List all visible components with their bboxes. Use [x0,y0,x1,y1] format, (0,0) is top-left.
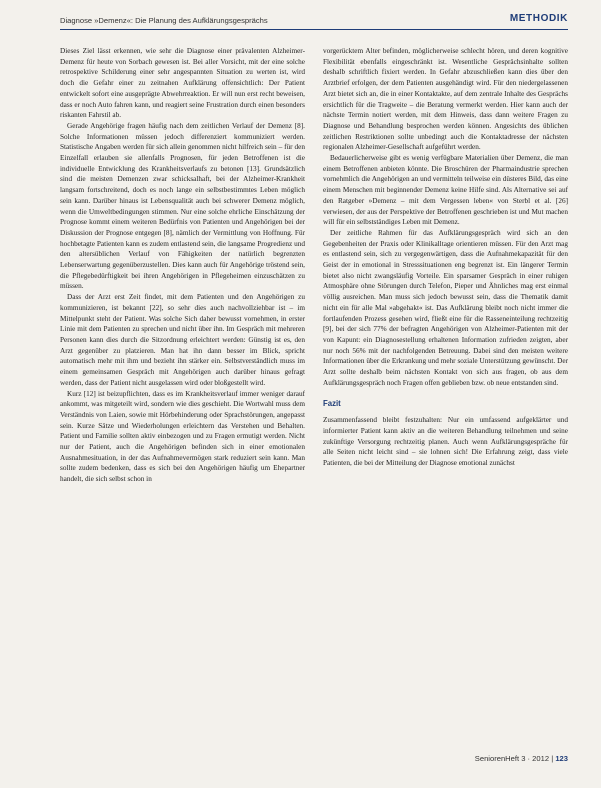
section-tag: METHODIK [509,13,568,24]
paragraph: vorgerücktem Alter befinden, möglicherweise schlecht hören, und deren kognitive Flexibilität ebenfalls eingeschränkt ist. Wesentliche Gesprächsinhalte sollten deshalb schriftlich fixiert werden. In Gefahr abzuschließen kann dies über den Arztbrief erfolgen, der dem Patienten ausgehändigt wird. Für den niedergelassenen Arzt bietet sich an, die in einer Kontaktakte, auf dem zentrale Inhalte des Gesprächs ersichtlich für die Tragweite – die Beratung vermerkt werden. Hier kann auch der nächste Termin notiert werden, mit dem Hinweis, dass dann weitere Fragen zu Diagnose und Behandlung besprochen werden können. Angesichts des üblichen zeitlichen Restriktionen sollte unbedingt auch die Kontaktadresse der nächsten regionalen Alzheimer-Gesellschaft aufgeführt werden. [323,47,568,152]
left-column [60,46,305,748]
paragraph: Kurz [12] ist beizupflichten, dass es im Krankheitsverlauf immer weniger darauf ankommt, was mitgeteilt wird, sondern wie dies geschieht. Die Wortwahl muss dem Verständnis von Laien, sowie mit Hörbehinderung oder Sprachstörungen, angepasst sein. Kurze Sätze und Wiederholungen erleichtern das Verstehen und Behalten. Patient und Familie sollten aktiv einbezogen und zu Fragen ermutigt werden. Nicht nur der Patient, auch die Angehörigen befinden sich in einer emotionalen Ausnahmesituation, in der das Aufnahmevermögen stark reduziert sein kann. Man sollte zudem bedenken, dass es sich bei den Angehörigen häufig um Ehepartner handelt, die sich selbst schon in [60,389,305,484]
page-header [60,12,568,32]
paragraph: Dieses Ziel lässt erkennen, wie sehr die Diagnose einer prävalenten Alzheimer-Demenz für heute von Sorbach gewesen ist. Bei aller Vorsicht, mit der eine solche retrospektive Schilderung einer sehr angespannten Situation zu werten ist, wird doch die Gefahr einer zu zeitnahen Aufklärung offensichtlich: Der Patient entwickelt sofort eine ausgeprägte Abwehrreaktion. Er will nun erst recht beweisen, dass er noch Auto fahren kann, und reagiert seine Frustration durch einen besonders riskanten Fahrstil ab. [60,47,305,120]
page-footer [475,754,568,763]
fazit-heading: Fazit [323,398,341,408]
header-rule [60,29,568,30]
right-column [323,46,568,748]
page-number: 123 [555,754,568,763]
running-title: Diagnose »Demenz«: Die Planung des Aufklärungsgesprächs [60,16,268,25]
fazit-paragraph: Zusammenfassend bleibt festzuhalten: Nur ein umfassend aufgeklärter und informierter Patient kann aktiv an die weiteren Behandlung teilnehmen und seine zukünftige Versorgung rechtzeitig planen. Auch wenn Aufklärungsgespräche für alle Seiten nicht leicht sind – sie lohnen sich! Die Erfahrung zeigt, dass viele Patienten, die bei der Mitteilung der Diagnose emotional zunächst [323,416,568,468]
paragraph: Gerade Angehörige fragen häufig nach dem zeitlichen Verlauf der Demenz [8]. Solche Informationen müssen jedoch differenziert kommuniziert werden. Statistische Angaben werden für sich allein genommen nicht hilfreich sein – für den Einzelfall erlauben sie allenfalls Prognosen, für jeden Betroffenen ist die individuelle Entwicklung des Krankheitsverlaufs zu betonen [13]. Grundsätzlich sind die meisten Demenzen zwar schicksalhaft, bei der Alzheimer-Krankheit langsam fortschreitend, doch es noch lange ein selbstbestimmtes Leben möglich sein kann. Darüber hinaus ist Lebensqualität auch bei schwerer Demenz möglich, wenn die Umweltbedingungen stimmen. Nur eine solche ehrliche Einschätzung der Prognose kommt einem weiteren Bedürfnis von Patienten und Angehörigen bei der Diskussion der Prognose entgegen [8], nämlich der Vermittlung von Hoffnung. Für hochbetagte Patienten kann es zudem entlastend sein, die langsame Progredienz und den altersüblichen Verlauf von Fähigkeiten der natürlich begrenzten Lebenserwartung gegenüberzustellen. Dies kann auch für Angehörige tröstend sein, die Pflegebedürftigkeit bei ihren Angehörigen in Pflegeheimen einzuschätzen zu müssen. [60,121,305,291]
footer-separator: | [551,754,554,763]
journal-name: SeniorenHeft 3 · 2012 [474,754,550,763]
paragraph: Dass der Arzt erst Zeit findet, mit dem Patienten und den Angehörigen zu kommunizieren, ist bekannt [22], so sehr dies auch nachvollziehbar ist – im Mittelpunkt steht der Patient. Was solche Sich daher bewusst vornehmen, in erster Linie mit dem Patienten zu sprechen und nicht über ihn. Im Gespräch mit mehreren Personen kann dies durch die Sitzordnung erleichtert werden: Günstig ist es, den Arzt gegenüber zu platzieren. Man hat ihn dann besser im Blick, spricht automatisch mehr mit ihm und bezieht ihn stärker ein. Selbstverständlich muss im einem gemeinsamen Gespräch mit Angehörigen auch darüber hinaus gefragt werden, dass der Patient nicht ausgelassen wird oder bloßgestellt wird. [60,293,305,387]
paragraph: Der zeitliche Rahmen für das Aufklärungsgespräch wird sich an den Gegebenheiten der Praxis oder Klinikalltage orientieren müssen. Für den Arzt mag es entlastend sein, sich zu vergegenwärtigen, dass die Aufnahmekapazität für den Geist der in emotional in Stresssituationen eng begrenzt ist. Ein längerer Termin bietet also nicht zwangsläufig Vorteile. Ein sparsamer Gespräch in einer ruhigen Atmosphäre ohne Störungen durch Telefon, Pieper und Ähnliches mag erst einmal völlig ausreichen. Man muss sich jedoch bewusst sein, dass die Thematik damit nicht ein für alle Mal »abgehakt« ist. Das Aufklärung bleibt noch nicht immer die fortlaufenden Prozess gesehen wird, fließt eine für die Rasseneinteilung rechtzeitig [9], bei der sich 77% der befragten Angehörigen von Alzheimer-Patienten mit der von Kapunt: ein Diagnosestellung erhaltenen Information zufrieden zeigten, aber nur noch 56% mit der nachfolgenden Betreuung. Dabei sind den meisten weitere Informationen über die Erkrankung und mehr soziale Unterstützung gewünscht. Der Arzt sollte deshalb beim nächsten Kontakt von sich aus fragen, ob aus dem Aufklärungsgespräch noch Fragen offen geblieben bzw. ob neue entstanden sind. [323,228,568,387]
paragraph: Bedauerlicherweise gibt es wenig verfügbare Materialien über Demenz, die man einem Betroffenen anbieten könnte. Die Broschüren der Pharmaindustrie sprechen vornehmlich die Angehörigen an und vermitteln teilweise ein düsteres Bild, das eine einem Menschen mit beginnender Demenz keine Hilfe sind. Als Alternative sei auf den Ratgeber »Demenz – mit dem Vergessen leben« von Sterbl et al. [26] verwiesen, der aus der Perspektive der Betroffenen geschrieben ist und Mut machen will für ein selbstständiges Leben mit Demenz. [323,154,568,227]
